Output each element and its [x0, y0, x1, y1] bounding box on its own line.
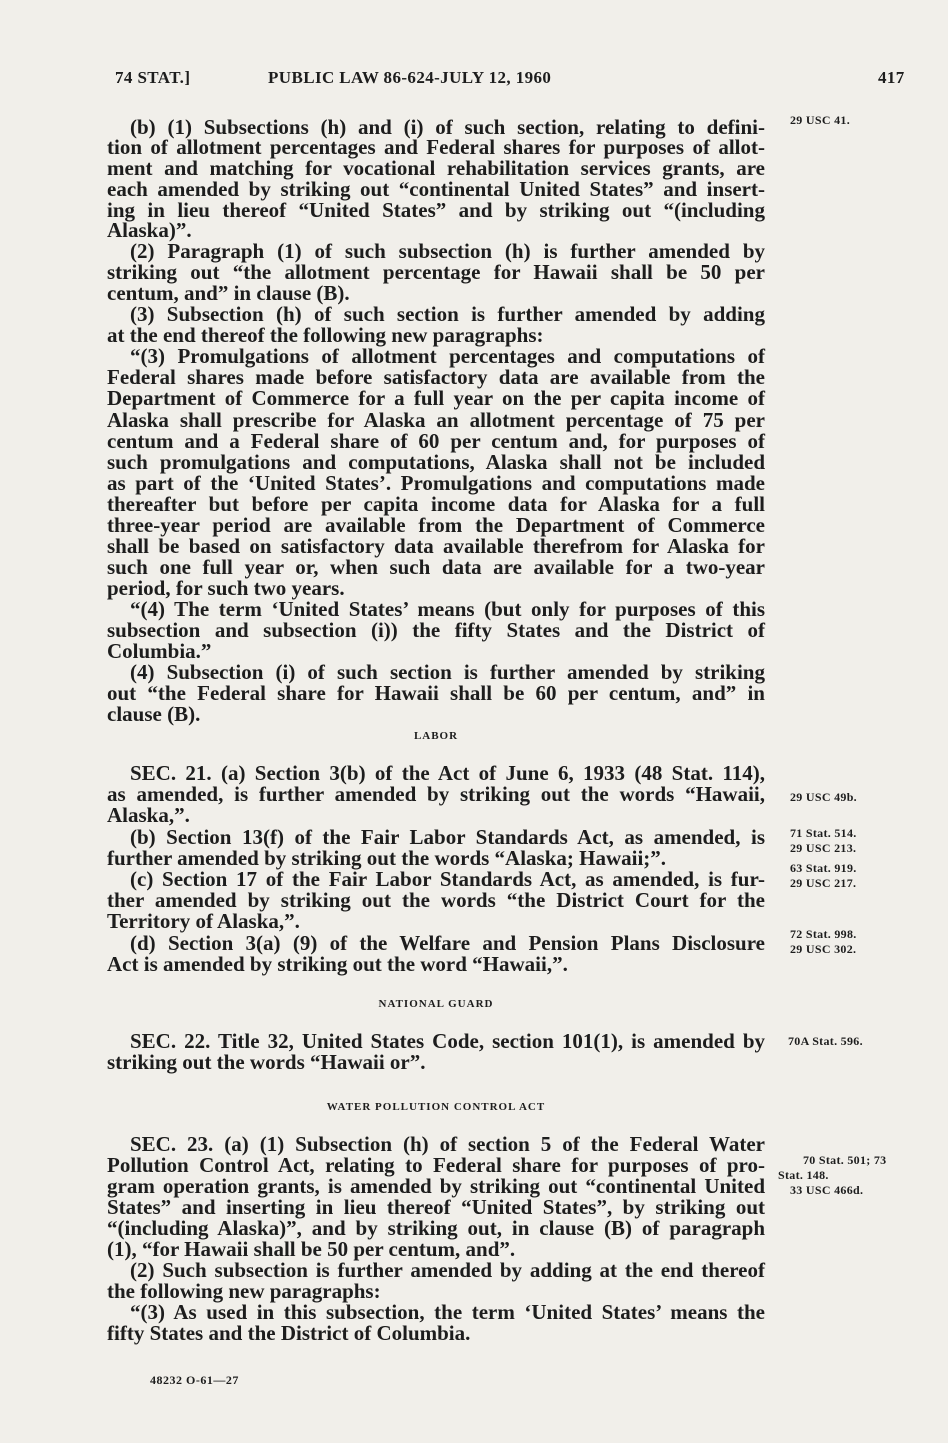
heading-labor: LABOR: [413, 730, 459, 742]
citation-line: 70A Stat. 596.: [788, 1034, 863, 1048]
body-line: such one full year or, when such data are available for a two-year: [107, 555, 765, 579]
body-line: clause (B).: [107, 702, 201, 726]
page-number: 417: [878, 68, 905, 87]
body-line: Alaska)”.: [107, 218, 192, 242]
margin-citation: [790, 790, 857, 805]
citation-line: 33 USC 466d.: [790, 1183, 864, 1197]
body-line: fifty States and the District of Columbia.: [107, 1321, 471, 1345]
heading-water-pollution-control-act: WATER POLLUTION CONTROL ACT: [326, 1101, 546, 1113]
margin-citation: [790, 113, 850, 128]
body-line: SEC. 23. (a) (1) Subsection (h) of section 5 of the Federal Water: [130, 1132, 765, 1156]
volume-reference: 74 STAT.]: [115, 68, 191, 87]
body-line: centum, and” in clause (B).: [107, 281, 350, 305]
print-code: 48232 O-61—27: [150, 1373, 239, 1387]
body-line: out “the Federal share for Hawaii shall be 60 per centum, and” in: [107, 681, 765, 705]
body-line: (3) Subsection (h) of such section is further amended by adding: [130, 302, 765, 326]
body-line: tion of allotment percentages and Federal shares for purposes of allot-: [107, 135, 765, 159]
body-line: Pollution Control Act, relating to Federal share for purposes of pro-: [107, 1153, 765, 1177]
citation-line: 72 Stat. 998.: [790, 927, 857, 941]
body-line: at the end thereof the following new paragraphs:: [107, 323, 544, 347]
body-line: Columbia.”: [107, 639, 212, 663]
citation-line: Stat. 148.: [778, 1168, 829, 1182]
body-line: “(including Alaska)”, and by striking out, in clause (B) of paragraph: [107, 1216, 765, 1240]
body-line: Act is amended by striking out the word “Hawaii,”.: [107, 952, 568, 976]
body-line: (c) Section 17 of the Fair Labor Standards Act, as amended, is fur-: [130, 867, 765, 891]
heading-national-guard: NATIONAL GUARD: [378, 998, 494, 1010]
body-line: period, for such two years.: [107, 576, 345, 600]
margin-citation: [778, 1153, 886, 1198]
body-line: SEC. 21. (a) Section 3(b) of the Act of June 6, 1933 (48 Stat. 114),: [130, 761, 765, 785]
citation-line: 29 USC 302.: [790, 942, 857, 956]
body-line: ment and matching for vocational rehabilitation services grants, are: [107, 156, 765, 180]
citation-line: 63 Stat. 919.: [790, 861, 857, 875]
body-line: gram operation grants, is amended by striking out “continental United: [107, 1174, 765, 1198]
body-line: shall be based on satisfactory data available therefrom for Alaska for: [107, 534, 765, 558]
body-line: the following new paragraphs:: [107, 1279, 381, 1303]
body-line: subsection and subsection (i)) the fifty States and the District of: [107, 618, 765, 642]
body-line: “(4) The term ‘United States’ means (but only for purposes of this: [130, 597, 765, 621]
citation-line: 70 Stat. 501; 73: [803, 1153, 887, 1167]
citation-line: 29 USC 213.: [790, 841, 857, 855]
body-line: each amended by striking out “continental United States” and insert-: [107, 177, 765, 201]
citation-line: 29 USC 49b.: [790, 790, 857, 804]
body-line: Department of Commerce for a full year on the per capita income of: [107, 386, 765, 410]
body-line: (2) Paragraph (1) of such subsection (h) is further amended by: [130, 239, 765, 263]
body-line: (2) Such subsection is further amended by adding at the end thereof: [130, 1258, 765, 1282]
body-line: such promulgations and computations, Alaska shall not be included: [107, 450, 765, 474]
body-line: States” and inserting in lieu thereof “United States”, by striking out: [107, 1195, 765, 1219]
citation-line: 71 Stat. 514.: [790, 826, 857, 840]
body-line: as amended, is further amended by striking out the words “Hawaii,: [107, 782, 765, 806]
body-line: SEC. 22. Title 32, United States Code, section 101(1), is amended by: [130, 1029, 765, 1053]
body-line: Alaska,”.: [107, 803, 190, 827]
body-line: further amended by striking out the words “Alaska; Hawaii;”.: [107, 846, 667, 870]
body-line: (d) Section 3(a) (9) of the Welfare and Pension Plans Disclosure: [130, 931, 765, 955]
body-line: Territory of Alaska,”.: [107, 909, 300, 933]
body-line: three-year period are available from the Department of Commerce: [107, 513, 765, 537]
body-line: striking out the words “Hawaii or”.: [107, 1050, 426, 1074]
page-title: PUBLIC LAW 86-624-JULY 12, 1960: [268, 68, 552, 87]
margin-citation: [790, 826, 857, 856]
body-line: centum and a Federal share of 60 per centum and, for purposes of: [107, 429, 765, 453]
body-line: ing in lieu thereof “United States” and by striking out “(including: [107, 198, 765, 222]
body-line: (4) Subsection (i) of such section is further amended by striking: [130, 660, 765, 684]
body-line: (b) Section 13(f) of the Fair Labor Standards Act, as amended, is: [130, 825, 765, 849]
body-line: thereafter but before per capita income data for Alaska for a full: [107, 492, 765, 516]
body-line: striking out “the allotment percentage for Hawaii shall be 50 per: [107, 260, 765, 284]
body-line: as part of the ‘United States’. Promulgations and computations made: [107, 471, 765, 495]
body-line: (1), “for Hawaii shall be 50 per centum, and”.: [107, 1237, 516, 1261]
margin-citation: [788, 1034, 863, 1049]
citation-line: 29 USC 217.: [790, 876, 857, 890]
body-line: (b) (1) Subsections (h) and (i) of such section, relating to defini-: [130, 115, 765, 139]
body-line: “(3) As used in this subsection, the term ‘United States’ means the: [130, 1300, 765, 1324]
margin-citation: [790, 861, 857, 891]
body-line: Federal shares made before satisfactory data are available from the: [107, 365, 765, 389]
margin-citation: [790, 927, 857, 957]
body-line: ther amended by striking out the words “the District Court for the: [107, 888, 765, 912]
body-line: Alaska shall prescribe for Alaska an allotment percentage of 75 per: [107, 408, 765, 432]
body-line: “(3) Promulgations of allotment percentages and computations of: [130, 344, 765, 368]
citation-line: 29 USC 41.: [790, 113, 851, 127]
